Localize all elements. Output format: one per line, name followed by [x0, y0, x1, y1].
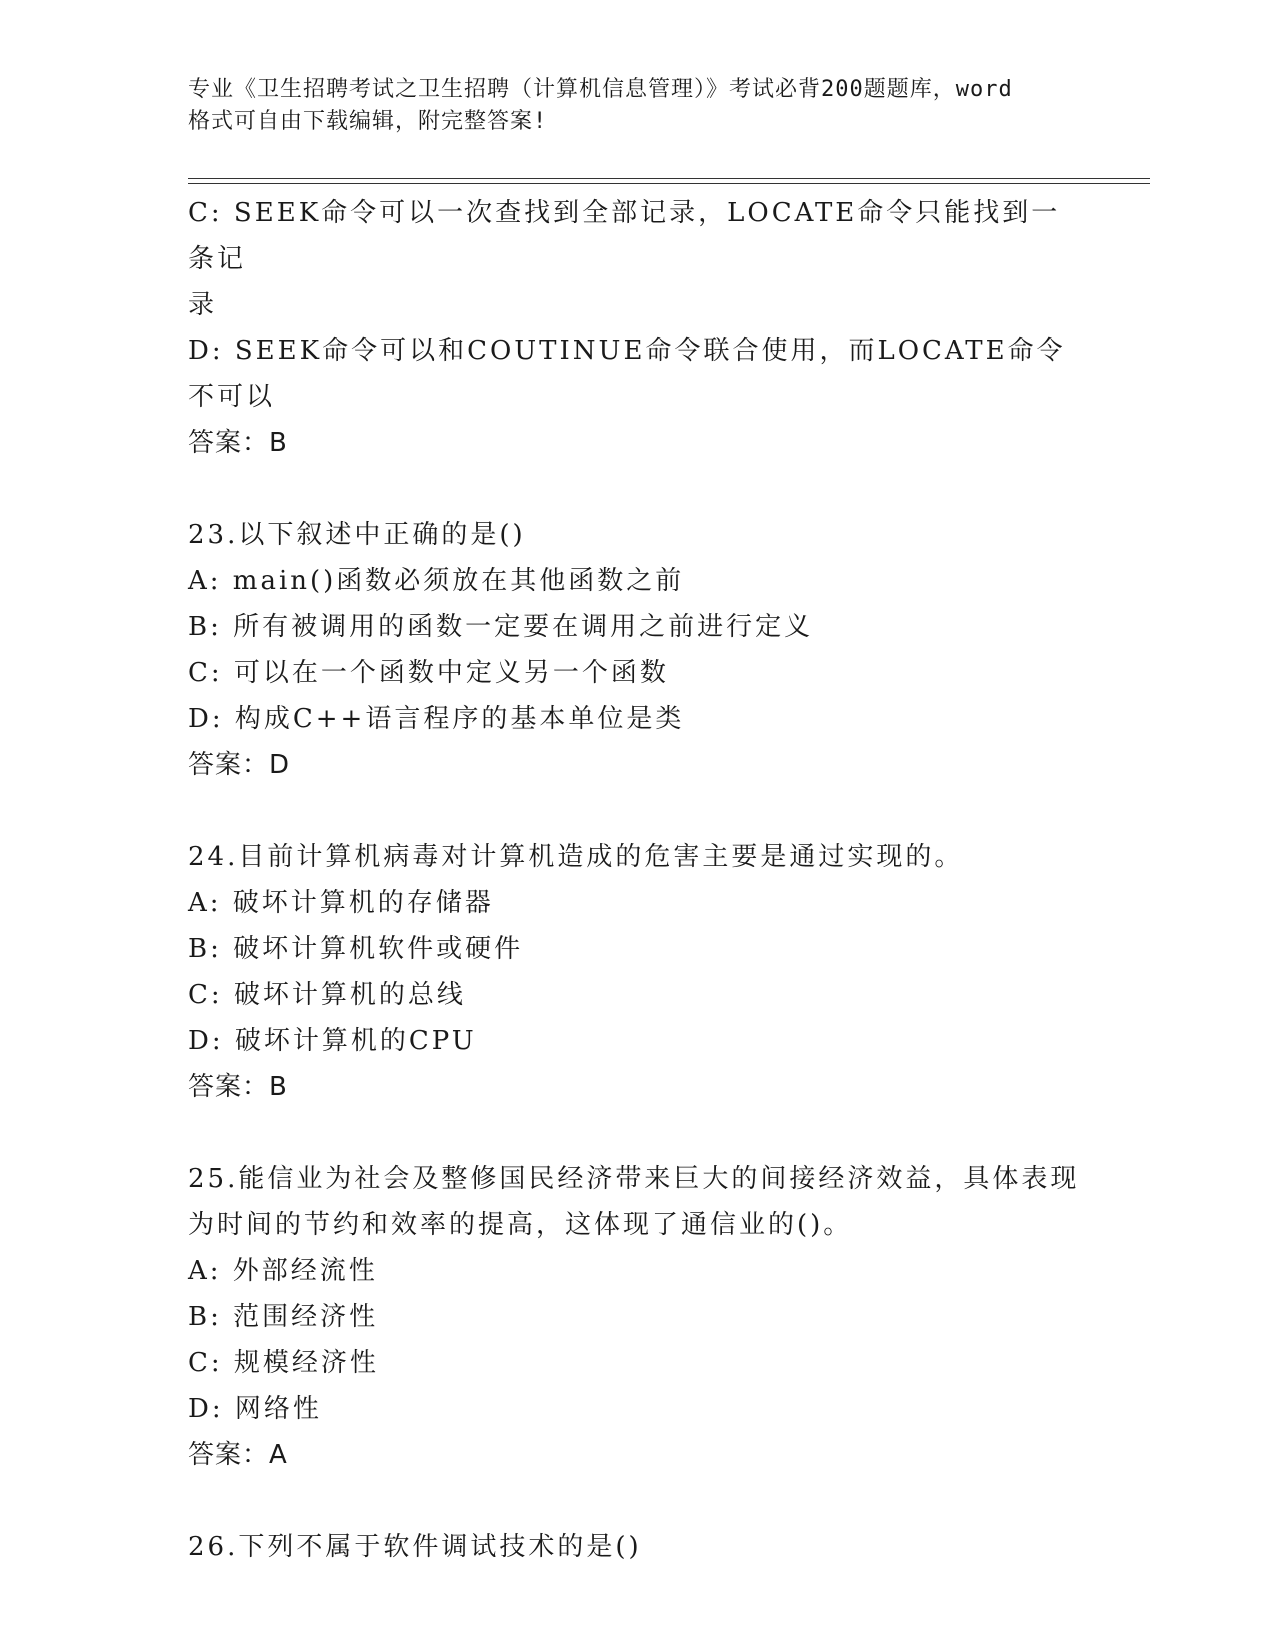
- question-stem-continued: 为时间的节约和效率的提高，这体现了通信业的()。: [188, 1210, 853, 1240]
- option-d: D: 破坏计算机的CPU: [188, 1026, 477, 1056]
- header-title-line1: 专业《卫生招聘考试之卫生招聘（计算机信息管理）》考试必背200题题库，word: [188, 77, 1013, 102]
- option-b: B: 所有被调用的函数一定要在调用之前进行定义: [188, 612, 814, 642]
- option-a: A: 外部经流性: [188, 1256, 378, 1286]
- answer: 答案：B: [188, 1072, 288, 1102]
- answer: 答案：B: [188, 428, 288, 458]
- option-d: D: 构成C++语言程序的基本单位是类: [188, 704, 685, 734]
- option-d: D: 网络性: [188, 1394, 322, 1424]
- option-c: C: 破坏计算机的总线: [188, 980, 466, 1010]
- question-26: [188, 1524, 1088, 1570]
- question-22-continued: [188, 190, 1088, 466]
- option-c: C: 规模经济性: [188, 1348, 379, 1378]
- header-title-line2: 格式可自由下载编辑，附完整答案!: [188, 109, 548, 134]
- option-a: A: main()函数必须放在其他函数之前: [188, 566, 685, 596]
- question-24: [188, 834, 1088, 1110]
- document-header: [188, 74, 1088, 138]
- option-c-continued: 录: [188, 290, 218, 320]
- option-d: D: SEEK命令可以和COUTINUE命令联合使用，而LOCATE命令不可以: [188, 336, 1066, 412]
- question-list: [188, 190, 1088, 1570]
- option-a: A: 破坏计算机的存储器: [188, 888, 494, 918]
- spacer: [188, 1478, 1088, 1524]
- header-divider: [188, 178, 1150, 184]
- question-23: [188, 512, 1088, 788]
- spacer: [188, 1110, 1088, 1156]
- spacer: [188, 466, 1088, 512]
- option-b: B: 破坏计算机软件或硬件: [188, 934, 524, 964]
- question-25: [188, 1156, 1088, 1478]
- option-c: C: SEEK命令可以一次查找到全部记录，LOCATE命令只能找到一条记: [188, 198, 1061, 274]
- option-b: B: 范围经济性: [188, 1302, 379, 1332]
- question-stem: 26.下列不属于软件调试技术的是(): [188, 1532, 642, 1562]
- answer: 答案：D: [188, 750, 291, 780]
- spacer: [188, 788, 1088, 834]
- option-c: C: 可以在一个函数中定义另一个函数: [188, 658, 669, 688]
- question-stem: 24.目前计算机病毒对计算机造成的危害主要是通过实现的。: [188, 842, 964, 872]
- question-stem: 23.以下叙述中正确的是(): [188, 520, 526, 550]
- answer: 答案：A: [188, 1440, 288, 1470]
- question-stem: 25.能信业为社会及整修国民经济带来巨大的间接经济效益，具体表现: [188, 1164, 1080, 1194]
